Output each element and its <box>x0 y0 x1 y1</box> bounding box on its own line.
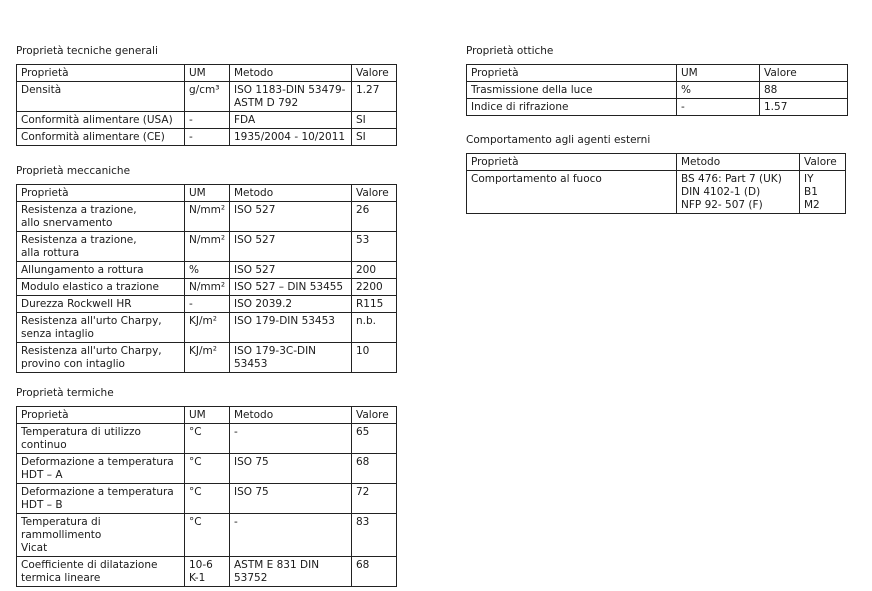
mechanical-properties-title: Proprietà meccaniche <box>16 165 131 177</box>
method-cell: ISO 527 <box>230 262 352 279</box>
property-cell: Coefficiente di dilatazione termica lineare <box>17 557 185 587</box>
table-header-row <box>17 65 397 82</box>
property-cell: Conformità alimentare (CE) <box>17 129 185 146</box>
header-cell: Proprietà <box>467 154 677 171</box>
property-cell: Resistenza all'urto Charpy, senza intaglio <box>17 313 185 343</box>
optical-properties-section <box>466 45 848 116</box>
unit-cell: % <box>677 82 760 99</box>
table-row <box>17 82 397 112</box>
value-cell: SI <box>352 112 397 129</box>
header-cell: Valore <box>352 65 397 82</box>
header-cell: Metodo <box>230 185 352 202</box>
value-cell: 1.27 <box>352 82 397 112</box>
table-row <box>467 99 848 116</box>
header-cell: UM <box>185 185 230 202</box>
method-cell: ISO 179-3C-DIN 53453 <box>230 343 352 373</box>
unit-cell: °C <box>185 514 230 557</box>
property-cell: Resistenza a trazione, allo snervamento <box>17 202 185 232</box>
table-row <box>17 343 397 373</box>
table-row <box>467 82 848 99</box>
method-cell: ISO 75 <box>230 484 352 514</box>
property-cell: Temperatura di rammollimento Vicat <box>17 514 185 557</box>
table-row <box>17 454 397 484</box>
property-cell: Conformità alimentare (USA) <box>17 112 185 129</box>
header-cell: UM <box>677 65 760 82</box>
header-cell: Proprietà <box>17 407 185 424</box>
header-cell: Proprietà <box>467 65 677 82</box>
unit-cell: - <box>677 99 760 116</box>
property-cell: Deformazione a temperatura HDT – B <box>17 484 185 514</box>
optical-properties-title: Proprietà ottiche <box>466 45 554 57</box>
method-cell: 1935/2004 - 10/2011 <box>230 129 352 146</box>
header-cell: Metodo <box>677 154 800 171</box>
table-row <box>17 514 397 557</box>
table-row <box>17 232 397 262</box>
general-properties-table <box>16 64 397 146</box>
value-cell: 53 <box>352 232 397 262</box>
thermal-properties-section <box>16 387 397 587</box>
method-cell: ISO 75 <box>230 454 352 484</box>
table-row <box>17 129 397 146</box>
value-cell: 10 <box>352 343 397 373</box>
general-properties-section <box>16 45 397 146</box>
method-cell: ISO 2039.2 <box>230 296 352 313</box>
unit-cell: - <box>185 296 230 313</box>
property-cell: Indice di rifrazione <box>467 99 677 116</box>
value-cell: 200 <box>352 262 397 279</box>
general-properties-title: Proprietà tecniche generali <box>16 45 158 57</box>
value-cell: 72 <box>352 484 397 514</box>
thermal-properties-title: Proprietà termiche <box>16 387 114 399</box>
property-cell: Allungamento a rottura <box>17 262 185 279</box>
property-cell: Durezza Rockwell HR <box>17 296 185 313</box>
mechanical-properties-table <box>16 184 397 373</box>
value-cell: SI <box>352 129 397 146</box>
method-cell: ISO 527 <box>230 202 352 232</box>
thermal-properties-table <box>16 406 397 587</box>
header-cell: Valore <box>352 185 397 202</box>
header-cell: UM <box>185 65 230 82</box>
property-cell: Resistenza all'urto Charpy, provino con intaglio <box>17 343 185 373</box>
unit-cell: °C <box>185 454 230 484</box>
value-cell: 68 <box>352 454 397 484</box>
table-row <box>17 112 397 129</box>
unit-cell: - <box>185 112 230 129</box>
method-cell: - <box>230 424 352 454</box>
table-row <box>17 202 397 232</box>
header-cell: Valore <box>760 65 848 82</box>
table-row <box>17 557 397 587</box>
mechanical-properties-section <box>16 165 397 373</box>
external-agents-section <box>466 134 846 214</box>
unit-cell: N/mm² <box>185 202 230 232</box>
value-cell: 26 <box>352 202 397 232</box>
external-agents-title: Comportamento agli agenti esterni <box>466 134 651 146</box>
property-cell: Densità <box>17 82 185 112</box>
unit-cell: KJ/m² <box>185 343 230 373</box>
table-row <box>17 424 397 454</box>
table-row <box>17 262 397 279</box>
method-cell: ISO 179-DIN 53453 <box>230 313 352 343</box>
table-row <box>17 484 397 514</box>
table-row <box>17 313 397 343</box>
header-cell: Metodo <box>230 65 352 82</box>
method-cell: ISO 1183-DIN 53479- ASTM D 792 <box>230 82 352 112</box>
unit-cell: KJ/m² <box>185 313 230 343</box>
value-cell: IY B1 M2 <box>800 171 846 214</box>
value-cell: 68 <box>352 557 397 587</box>
table-header-row <box>17 407 397 424</box>
value-cell: 2200 <box>352 279 397 296</box>
method-cell: - <box>230 514 352 557</box>
method-cell: ISO 527 – DIN 53455 <box>230 279 352 296</box>
value-cell: 1.57 <box>760 99 848 116</box>
property-cell: Modulo elastico a trazione <box>17 279 185 296</box>
value-cell: 88 <box>760 82 848 99</box>
table-row <box>17 296 397 313</box>
unit-cell: % <box>185 262 230 279</box>
table-header-row <box>467 65 848 82</box>
method-cell: ISO 527 <box>230 232 352 262</box>
header-cell: Metodo <box>230 407 352 424</box>
unit-cell: 10-6 K-1 <box>185 557 230 587</box>
header-cell: Valore <box>352 407 397 424</box>
header-cell: UM <box>185 407 230 424</box>
table-header-row <box>17 185 397 202</box>
property-cell: Temperatura di utilizzo continuo <box>17 424 185 454</box>
property-cell: Resistenza a trazione, alla rottura <box>17 232 185 262</box>
property-cell: Comportamento al fuoco <box>467 171 677 214</box>
value-cell: 65 <box>352 424 397 454</box>
unit-cell: N/mm² <box>185 279 230 296</box>
table-row <box>17 279 397 296</box>
method-cell: BS 476: Part 7 (UK) DIN 4102-1 (D) NFP 92- 507 (F) <box>677 171 800 214</box>
table-header-row <box>467 154 846 171</box>
value-cell: R115 <box>352 296 397 313</box>
property-cell: Deformazione a temperatura HDT – A <box>17 454 185 484</box>
value-cell: n.b. <box>352 313 397 343</box>
table-row <box>467 171 846 214</box>
unit-cell: - <box>185 129 230 146</box>
unit-cell: N/mm² <box>185 232 230 262</box>
method-cell: ASTM E 831 DIN 53752 <box>230 557 352 587</box>
value-cell: 83 <box>352 514 397 557</box>
property-cell: Trasmissione della luce <box>467 82 677 99</box>
unit-cell: °C <box>185 484 230 514</box>
method-cell: FDA <box>230 112 352 129</box>
external-agents-table <box>466 153 846 214</box>
header-cell: Valore <box>800 154 846 171</box>
header-cell: Proprietà <box>17 65 185 82</box>
unit-cell: °C <box>185 424 230 454</box>
unit-cell: g/cm³ <box>185 82 230 112</box>
optical-properties-table <box>466 64 848 116</box>
header-cell: Proprietà <box>17 185 185 202</box>
